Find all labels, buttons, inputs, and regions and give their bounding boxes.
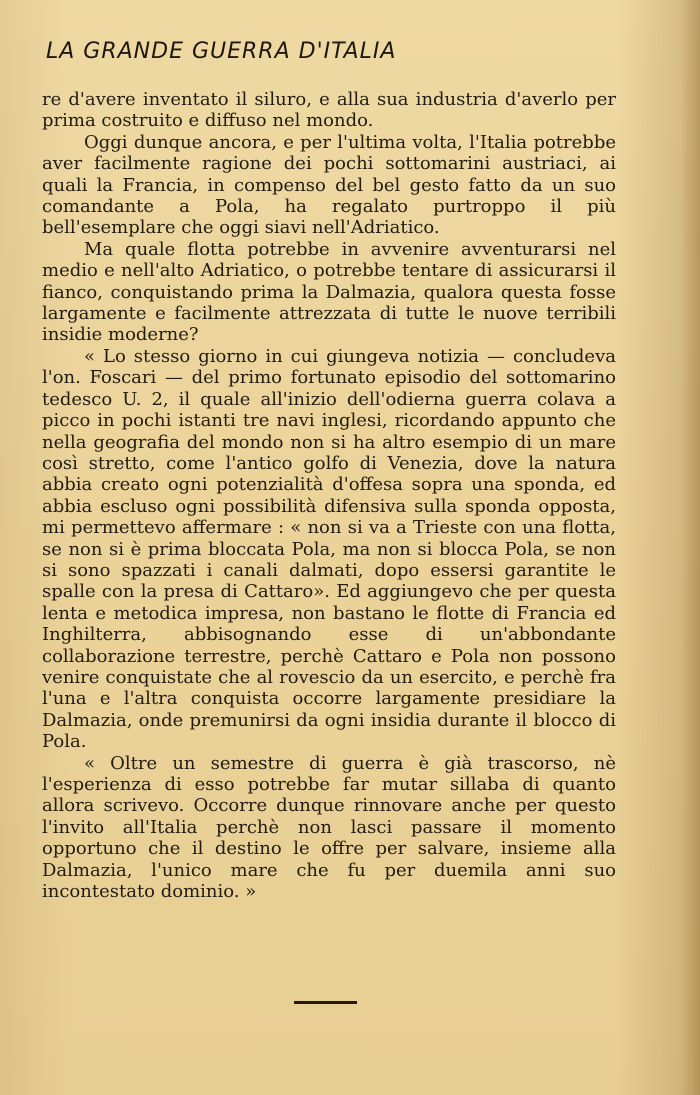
closing-rule	[294, 1001, 357, 1004]
main-text	[42, 89, 616, 902]
paragraph-ma-quale: Ma quale flotta potrebbe in avvenire avventurarsi nel medio e nell'alto Adriatico, o potrebbe tentare di assicurarsi il fianco, conquistando prima la Dalmazia, qualora questa fosse largamente e facilmente attrezzata di tutte le nuove terribili insidie moderne?	[42, 238, 616, 346]
running-header: LA GRANDE GUERRA D'ITALIA	[46, 39, 397, 64]
paragraph-oggi: Oggi dunque ancora, e per l'ultima volta, l'Italia potrebbe aver facilmente ragione dei pochi sottomarini austriaci, ai quali la Francia, in compenso del bel gesto fatto da un suo comandante a Pola, ha regalato purtroppo il più bell'esemplare che oggi siavi nell'Adriatico.	[42, 131, 616, 239]
page-edge-shadow	[680, 0, 700, 1095]
paragraph-continuation: re d'avere inventato il siluro, e alla sua industria d'averlo per prima costruito e diffuso nel mondo.	[42, 89, 616, 132]
paragraph-quote-two: « Oltre un semestre di guerra è già trascorso, nè l'esperienza di esso potrebbe far mutar sillaba di quanto allora scrivevo. Occorre dunque rinnovare anche per questo l'invito all'Italia perchè non lasci passare il momento opportuno che il destino le offre per salvare, insieme alla Dalmazia, l'unico mare che fu per duemila anni suo incontestato dominio. »	[42, 752, 616, 903]
paragraph-quote-one: « Lo stesso giorno in cui giungeva notizia — concludeva l'on. Foscari — del primo fortunato episodio del sottomarino tedesco U. 2, il quale all'inizio dell'odierna guerra colava a picco in pochi istanti tre navi inglesi, ricordando appunto che nella geografia del mondo non si ha altro esempio di un mare così stretto, come l'antico golfo di Venezia, dove la natura abbia creato ogni potenzialità d'offesa sopra una sponda, ed abbia escluso ogni possibilità difensiva sulla sponda opposta, mi permettevo affermare : « non si va a Trieste con una flotta, se non si è prima bloccata Pola, ma non si blocca Pola, se non si sono spazzati i canali dalmati, dopo essersi garantite le spalle con la presa di Cattaro». Ed aggiungevo che per questa lenta e metodica impresa, non bastano le flotte di Francia ed Inghilterra, abbisognando esse di un'abbondante collaborazione terrestre, perchè Cattaro e Pola non possono venire conquistate che al rovescio da un esercito, e perchè fra l'una e l'altra conquista occorre largamente presidiare la Dalmazia, onde premunirsi da ogni insidia durante il blocco di Pola.	[42, 345, 616, 753]
